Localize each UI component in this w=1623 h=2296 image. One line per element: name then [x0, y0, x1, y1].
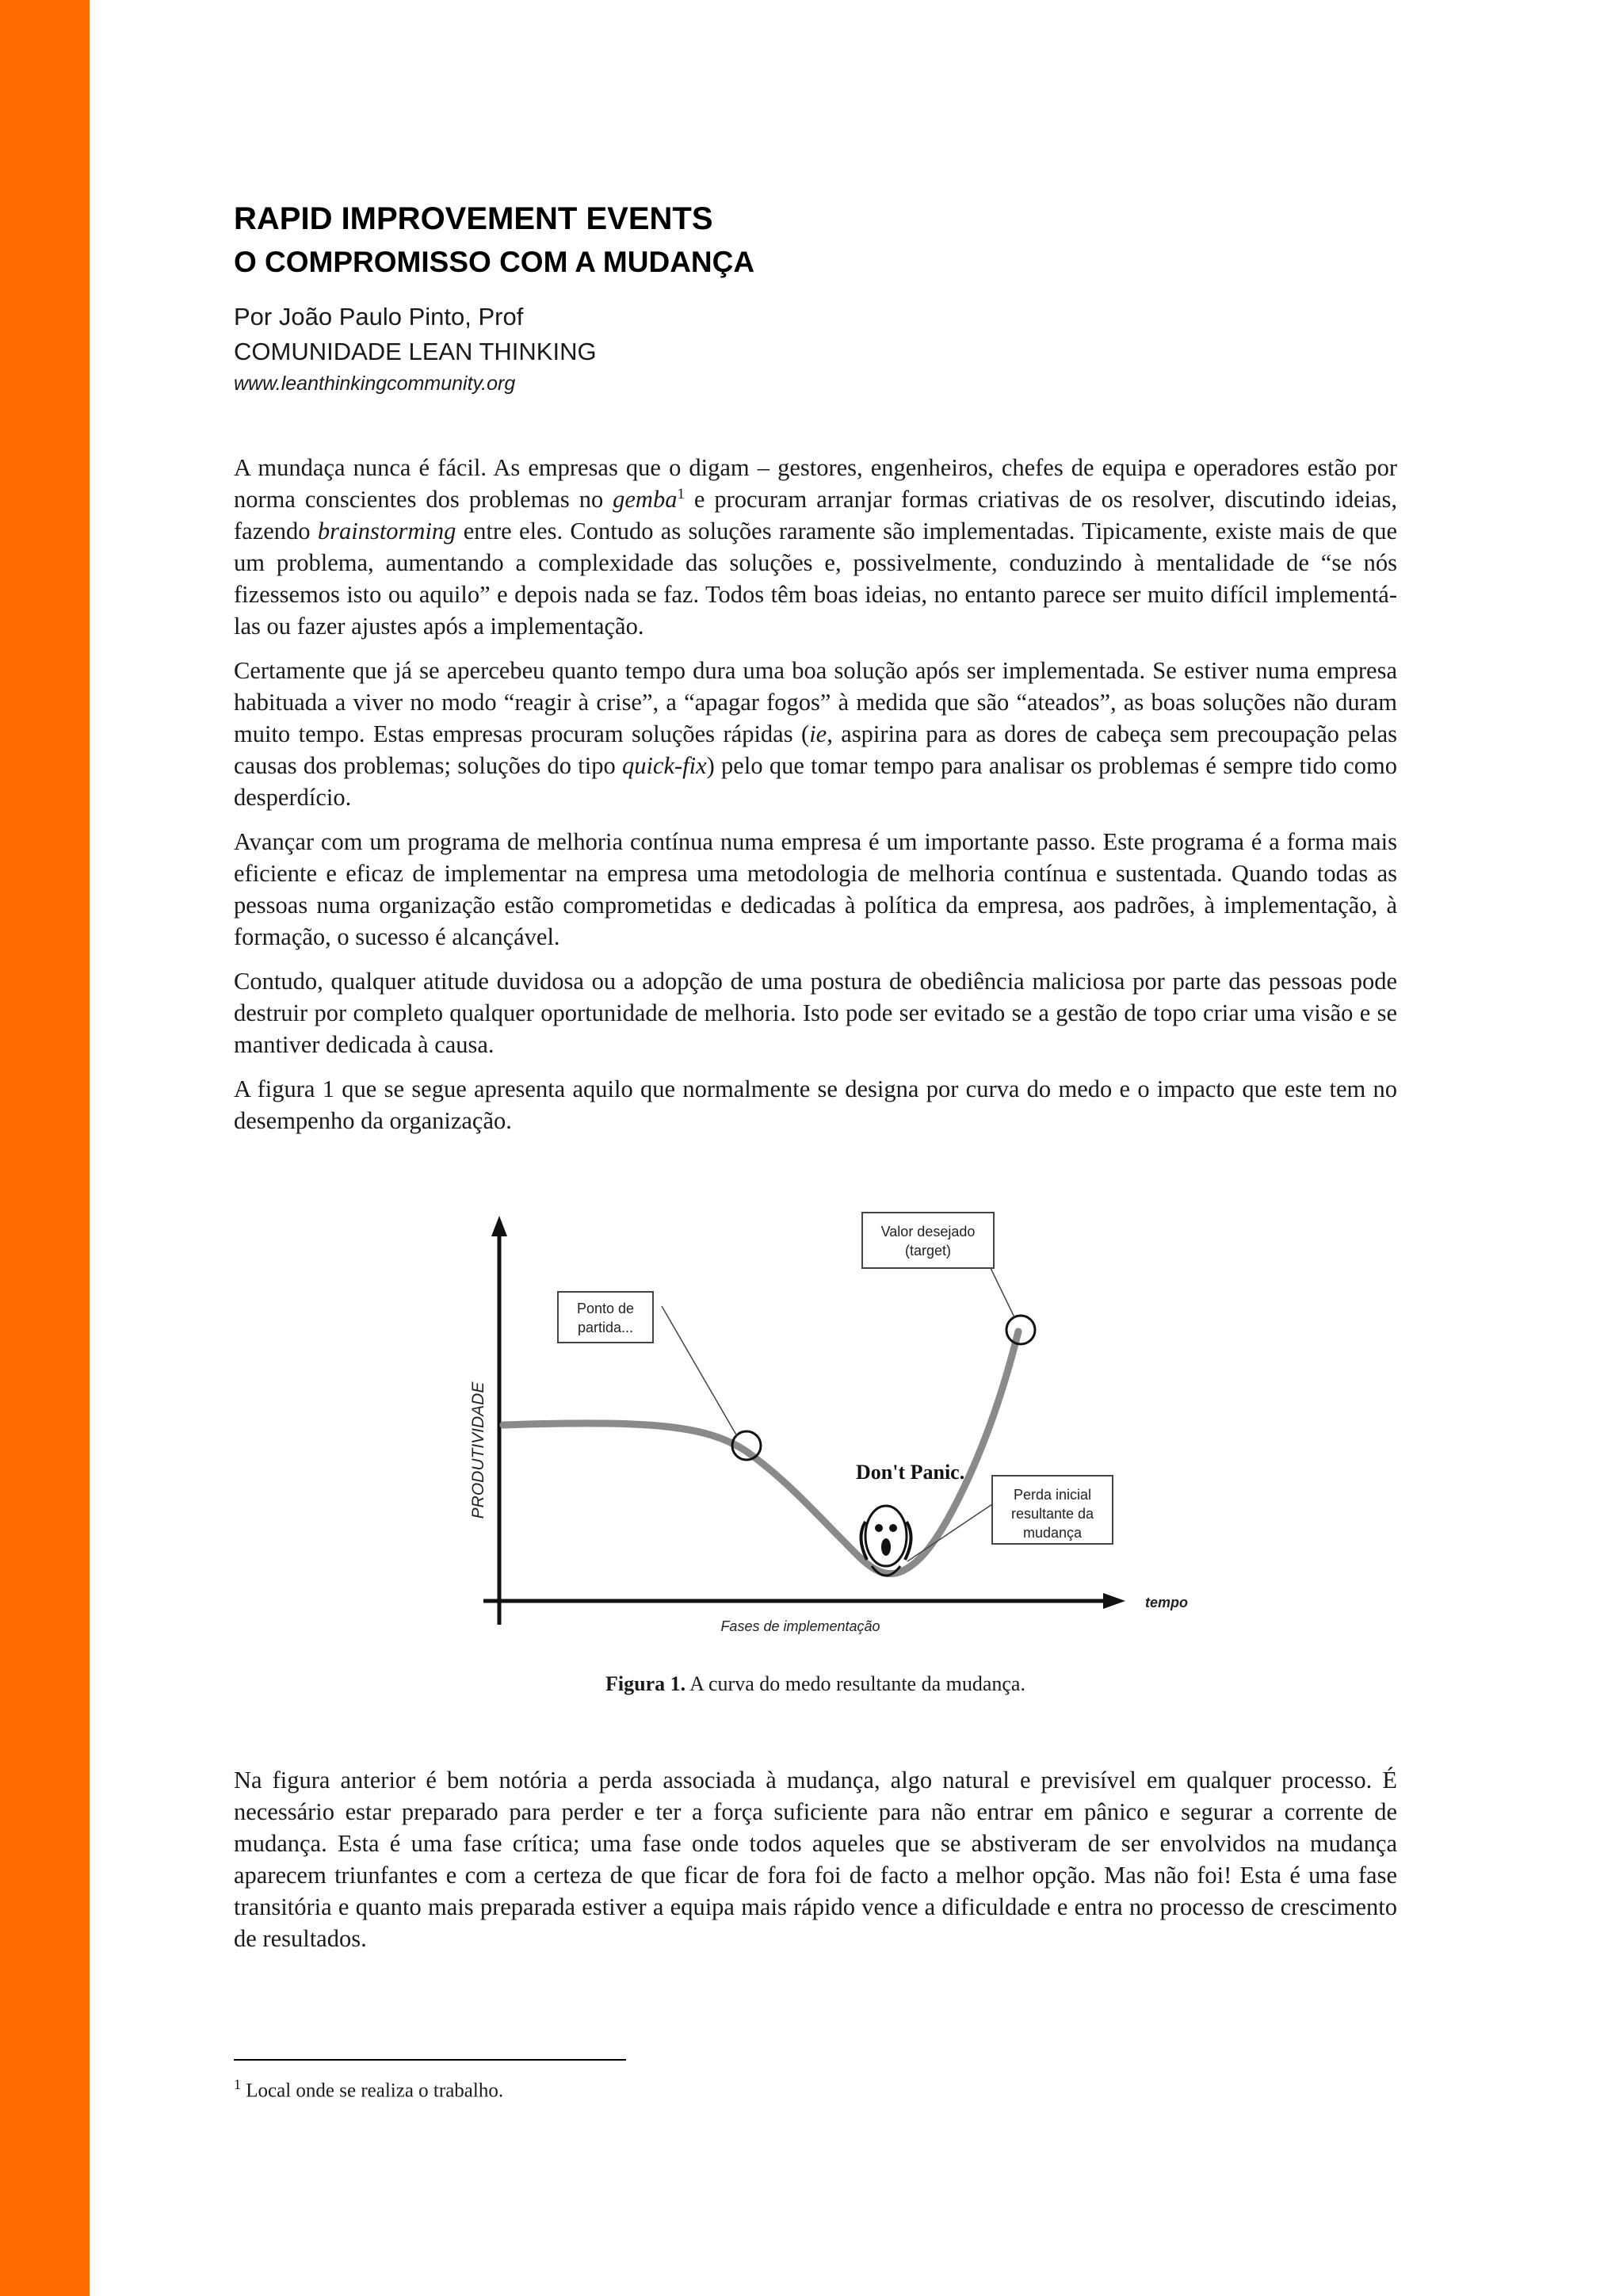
- start-callout-line-1: Ponto de: [576, 1301, 635, 1316]
- term-quick-fix: quick-fix: [621, 752, 707, 779]
- paragraph-1-part-b: e procuram arranjar formas criativas de os resolver, discutindo ideias, fazendo: [234, 486, 1397, 544]
- x-axis-arrow-icon: [1103, 1593, 1125, 1609]
- start-callout-line-2: partida...: [577, 1320, 634, 1335]
- footnote: [234, 2070, 503, 2105]
- fear-curve-diagram: [444, 1205, 1205, 1648]
- document-header: [234, 197, 1399, 398]
- paragraph-1: [234, 452, 1397, 642]
- accent-sidebar-bar: [0, 0, 90, 2296]
- body-text-top: [234, 452, 1397, 1149]
- dont-panic-text: Don't Panic.: [856, 1461, 965, 1484]
- footnote-divider: [234, 2059, 626, 2061]
- term-ie: ie: [809, 720, 827, 747]
- target-callout-line-2: (target): [904, 1243, 952, 1259]
- paragraph-6: Na figura anterior é bem notória a perda associada à mudança, algo natural e previsível em qualquer processo. É necessário estar preparado para perder e ter a força suficiente para não entrar em pânico e segurar a corrente de mudança. Esta é uma fase crítica; uma fase onde todos aqueles que se abstiveram de ser envolvidos na mudança aparecem triunfantes e com a certeza de que ficar de fora foi de facto a melhor opção. Mas não foi! Esta é uma fase transitória e quanto mais preparada estiver a equipa mais rápido vence a dificuldade e entra no processo de crescimento de resultados.: [234, 1767, 1397, 1952]
- author-line: Por João Paulo Pinto, Prof: [234, 303, 524, 330]
- paragraph-1-part-c: entre eles. Contudo as soluções raramente são implementadas. Tipicamente, existe mais de que um problema, aumentando a complexidade das soluções e, possivelmente, conduzindo à mentalidade de “se nós fizessemos isto ou aquilo” e depois nada se faz. Todos têm boas ideias, no entanto parece ser muito difícil implementá-las ou fazer ajustes após a implementação.: [234, 518, 1397, 640]
- paragraph-2-part-b: , aspirina para as dores de cabeça sem precoupação pelas causas dos problemas; soluções do tipo: [234, 720, 1397, 779]
- figure-caption-label: Figura 1.: [605, 1672, 686, 1695]
- target-callout-box: [862, 1213, 994, 1268]
- body-text-bottom: [234, 1764, 1397, 1954]
- organization-line: COMUNIDADE LEAN THINKING: [234, 338, 597, 365]
- paragraph-2-part-c: ) pelo que tomar tempo para analisar os problemas é sempre tido como desperdício.: [234, 752, 1397, 811]
- website-link[interactable]: www.leanthinkingcommunity.org: [234, 372, 516, 395]
- paragraph-3: Avançar com um programa de melhoria contínua numa empresa é um importante passo. Este programa é a forma mais eficiente e eficaz de implementar na empresa uma metodologia de melhoria contínua e sustentada. Quando todas as pessoas numa organização estão comprometidas e dedicadas à política da empresa, aos padrões, à implementação, à formação, o sucesso é alcançável.: [234, 828, 1397, 950]
- figure-caption-text: A curva do medo resultante da mudança.: [685, 1672, 1025, 1695]
- fear-curve-figure: [444, 1205, 1205, 1648]
- x-axis-label: Fases de implementação: [720, 1618, 880, 1634]
- paragraph-5: A figura 1 que se segue apresenta aquilo que normalmente se designa por curva do medo e o impacto que este tem no desempenho da organização.: [234, 1075, 1397, 1134]
- footnote-text: Local onde se realiza o trabalho.: [241, 2080, 504, 2102]
- loss-callout-line-1: Perda inicial: [1013, 1487, 1092, 1503]
- document-title: RAPID IMPROVEMENT EVENTS: [234, 201, 713, 236]
- paragraph-1-part-a: A mundaça nunca é fácil. As empresas que o digam – gestores, engenheiros, chefes de equipa e operadores estão por norma conscientes dos problemas no: [234, 454, 1397, 513]
- footnote-number: 1: [234, 2076, 241, 2092]
- paragraph-4: Contudo, qualquer atitude duvidosa ou a adopção de uma postura de obediência maliciosa por parte das pessoas pode destruir por completo qualquer oportunidade de melhoria. Isto pode ser evitado se a gestão de topo criar uma visão e se mantiver dedicada à causa.: [234, 968, 1397, 1058]
- y-axis-label: PRODUTIVIDADE: [469, 1381, 487, 1519]
- start-callout-pointer: [662, 1306, 737, 1436]
- figure-caption: [234, 1672, 1397, 1696]
- term-brainstorming: brainstorming: [317, 518, 456, 544]
- document-subtitle: O COMPROMISSO COM A MUDANÇA: [234, 246, 755, 278]
- y-axis-arrow-icon: [491, 1216, 507, 1236]
- loss-callout-line-2: resultante da: [1010, 1506, 1094, 1522]
- footnote-ref[interactable]: 1: [677, 485, 685, 502]
- target-callout-pointer: [991, 1268, 1014, 1317]
- x-axis-arrow-label: tempo: [1145, 1595, 1188, 1610]
- fear-curve-line: [503, 1331, 1018, 1574]
- target-callout-line-1: Valor desejado: [880, 1224, 976, 1240]
- paragraph-2-part-a: Certamente que já se apercebeu quanto tempo dura uma boa solução após ser implementada. Se estiver numa empresa habituada a viver no modo “reagir à crise”, a “apagar fogos” à medida que são “ateados”, as boas soluções não duram muito tempo. Estas empresas procuram soluções rápidas (: [234, 657, 1397, 747]
- term-gemba: gemba: [613, 486, 678, 513]
- paragraph-2: [234, 655, 1397, 813]
- loss-callout-line-3: mudança: [1022, 1525, 1083, 1541]
